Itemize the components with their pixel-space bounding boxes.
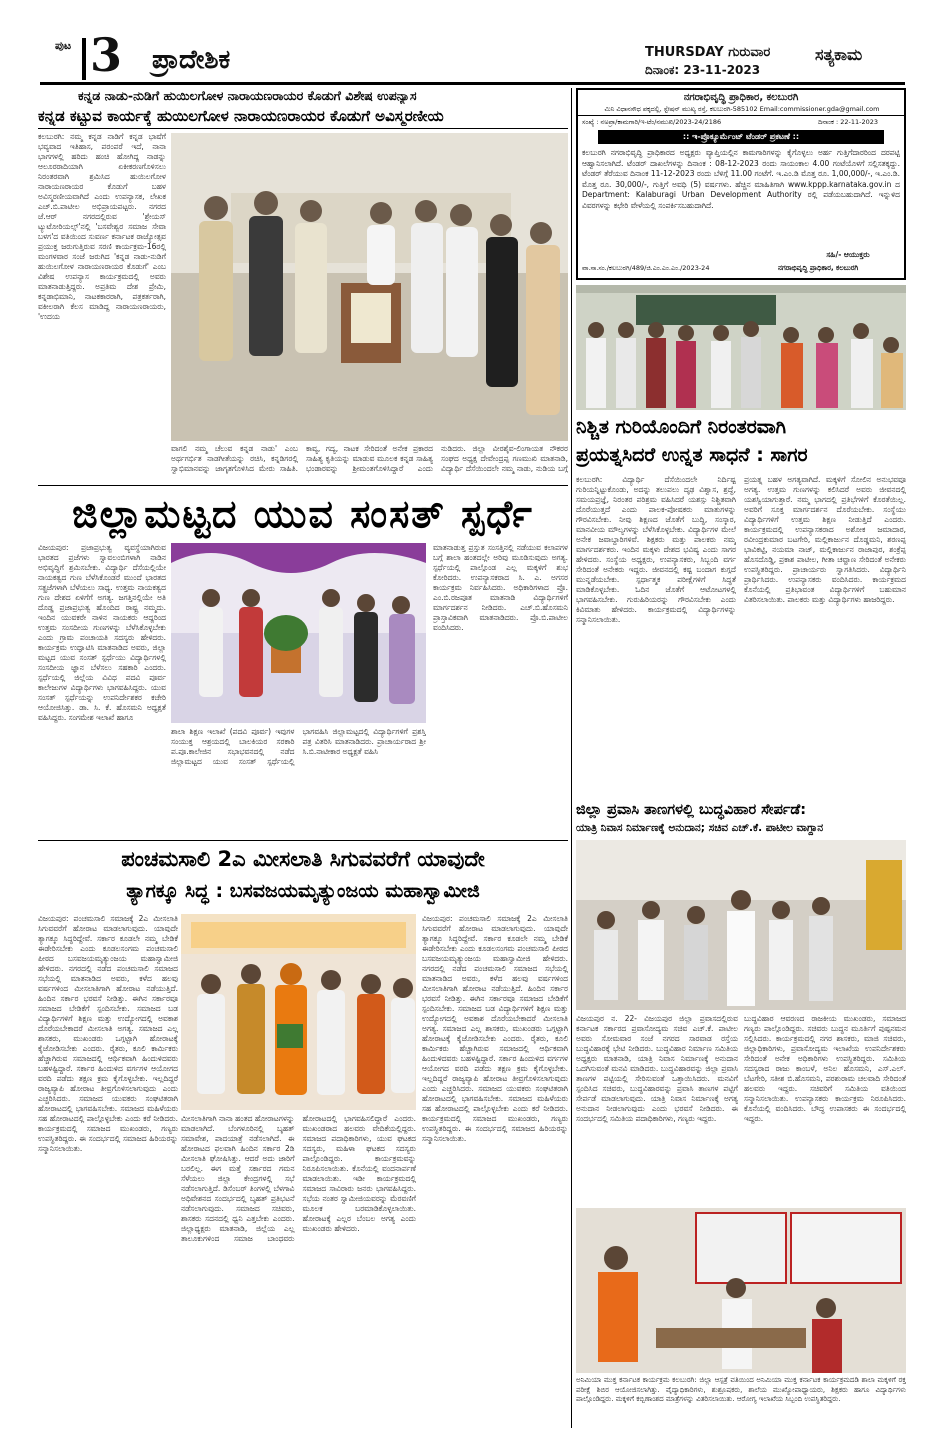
divider (38, 840, 568, 841)
story-body-right: ವಿಜಯಪುರ: ಪಂಚಮಸಾಲಿ ಸಮಾಜಕ್ಕೆ 2ಎ ಮೀಸಲಾತಿ ಸಿಗುವವರೆಗೆ ಹೋರಾಟ ಮಾಡಲಾಗುವುದು. ಯಾವುದೇ ತ್ಯಾಗಕ್ಕೂ ಸಿದ್ಧರಿದ್ದೇವೆ. ಸರ್ಕಾರ ಕೂಡಲೇ ನಮ್ಮ ಬೇಡಿಕೆ ಈಡೇರಿಸಬೇಕು ಎಂದು ಕೂಡಲಸಂಗಮ ಪಂಚಮಸಾಲಿ ಪೀಠದ ಬಸವಜಯಮೃತ್ಯುಂಜಯ ಮಹಾಸ್ವಾಮೀಜಿ ಹೇಳಿದರು. ನಗರದಲ್ಲಿ ನಡೆದ ಪಂಚಮಸಾಲಿ ಸಮಾಜದ ಸಭೆಯಲ್ಲಿ ಮಾತನಾಡಿದ ಅವರು, ಕಳೆದ ಹಲವು ವರ್ಷಗಳಿಂದ ಮೀಸಲಾತಿಗಾಗಿ ಹೋರಾಟ ನಡೆಯುತ್ತಿದೆ. ಹಿಂದಿನ ಸರ್ಕಾರ ಭರವಸೆ ನೀಡಿತ್ತು. ಈಗಿನ ಸರ್ಕಾರವೂ ಸಮಾಜದ ಬೇಡಿಕೆಗೆ ಸ್ಪಂದಿಸಬೇಕು. ಸಮಾಜದ ಬಡ ವಿದ್ಯಾರ್ಥಿಗಳಿಗೆ ಶಿಕ್ಷಣ ಮತ್ತು ಉದ್ಯೋಗದಲ್ಲಿ ಅವಕಾಶ ದೊರೆಯಬೇಕಾದರೆ ಮೀಸಲಾತಿ ಅಗತ್ಯ. ಸಮಾಜದ ಎಲ್ಲ ಶಾಸಕರು, ಮುಖಂಡರು ಒಗ್ಗಟ್ಟಾಗಿ ಹೋರಾಟಕ್ಕೆ ಕೈಜೋಡಿಸಬೇಕು ಎಂದರು. ರೈತರು, ಕೂಲಿ ಕಾರ್ಮಿಕರು ಹೆಚ್ಚಾಗಿರುವ ಸಮಾಜದಲ್ಲಿ ಆರ್ಥಿಕವಾಗಿ ಹಿಂದುಳಿದವರು ಬಹಳಷ್ಟಿದ್ದಾರೆ. ಸರ್ಕಾರ ಹಿಂದುಳಿದ ವರ್ಗಗಳ ಆಯೋಗದ ವರದಿ ಪಡೆದು ತಕ್ಷಣ ಕ್ರಮ ಕೈಗೊಳ್ಳಬೇಕು. ಇಲ್ಲದಿದ್ದರೆ ರಾಜ್ಯವ್ಯಾಪಿ ಹೋರಾಟ ತೀವ್ರಗೊಳಿಸಲಾಗುವುದು ಎಂದು ಎಚ್ಚರಿಸಿದರು. ಸಮಾಜದ ಯುವಕರು ಸಂಘಟಿತರಾಗಿ ಹೋರಾಟದಲ್ಲಿ ಭಾಗವಹಿಸಬೇಕು. ಸಮಾಜದ ಮಹಿಳೆಯರು ಸಹ ಹೋರಾಟದಲ್ಲಿ ಪಾಲ್ಗೊಳ್ಳಬೇಕು ಎಂದು ಕರೆ ನೀಡಿದರು. ಕಾರ್ಯಕ್ರಮದಲ್ಲಿ ಸಮಾಜದ ಮುಖಂಡರು, ಗಣ್ಯರು ಉಪಸ್ಥಿತರಿದ್ದರು. ಈ ಸಂದರ್ಭದಲ್ಲಿ ಸಮಾಜದ ಹಿರಿಯರನ್ನು ಸನ್ಮಾನಿಸಲಾಯಿತು. (422, 914, 568, 1143)
masthead (0, 0, 945, 85)
classroom-photo-image (576, 285, 906, 410)
swamiji-photo (181, 914, 416, 1110)
story-huyilgol (38, 88, 568, 478)
story-body-right: ಬುದ್ಧವಿಹಾರ ಆವರಣದ ರಾಜಕೀಯ ಮುಖಂಡರು, ಸಮಾಜದ ಗಣ್ಯರು ಪಾಲ್ಗೊಂಡಿದ್ದರು. ಸಚಿವರು ಬುದ್ಧನ ಮೂರ್ತಿಗೆ ಪುಷ್ಪನಮನ ಸಲ್ಲಿಸಿದರು. ಕಾರ್ಯಕ್ರಮದಲ್ಲಿ ನಗರ ಶಾಸಕರು, ಮಾಜಿ ಸಚಿವರು, ಜಿಲ್ಲಾಧಿಕಾರಿಗಳು, ಪ್ರವಾಸೋದ್ಯಮ ಇಲಾಖೆಯ ಉಪನಿರ್ದೇಶಕರು ಸೇರಿದಂತೆ ಅನೇಕ ಅಧಿಕಾರಿಗಳು ಉಪಸ್ಥಿತರಿದ್ದರು. ಸಮಿತಿಯ ಸದಸ್ಯರಾದ ರಾಜು ಕಾಂಬಳೆ, ಅನಿಲ ಹೊಸಮನಿ, ಎಸ್.ಎಲ್. ಬೆಟಗೇರಿ, ಸತೀಶ ಬಿ.ಹೊಸಮನಿ, ಪರಶುರಾಮ ಚಲವಾದಿ ಸೇರಿದಂತೆ ಹಲವರು ಇದ್ದರು. ಸಚಿವರಿಗೆ ಸಮಿತಿಯ ವತಿಯಿಂದ ಸನ್ಮಾನಿಸಲಾಯಿತು. ಉಪನ್ಯಾಸಕರು ಕಾರ್ಯಕ್ರಮ ನಿರೂಪಿಸಿದರು. ಕೊನೆಯಲ್ಲಿ ವಂದಿಸಿದರು. ಬೌದ್ಧ ಉಪಾಸಕರು ಈ ಸಂದರ್ಭದಲ್ಲಿ ಇದ್ದರು. (744, 1014, 906, 1123)
anemia-camp-photo (576, 1208, 906, 1373)
page-number: 3 (90, 28, 123, 82)
tender-address: ಮಿನಿ ವಿಧಾನಸೌಧ ಪಕ್ಕದಲ್ಲಿ, ಸ್ಟೇಷನ್ ಮುಖ್ಯ ರಸ್ತೆ, ಕಲಬುರಗಿ-585102 Email:commissioner.gda@gmail.com (604, 105, 880, 113)
divider (38, 485, 568, 486)
tender-body: ಕಲಬುರಗಿ ನಗರಾಭಿವೃದ್ಧಿ ಪ್ರಾಧಿಕಾರದ ಅಧ್ಯಕ್ಷರು ವ್ಯಾಪ್ತಿಯಲ್ಲಿನ ಕಾಮಗಾರಿಗಳನ್ನು ಕೈಗೊಳ್ಳಲು ಅರ್ಹ ಗುತ್ತಿಗೆದಾರರಿಂದ ದರಪಟ್ಟಿ ಆಹ್ವಾನಿಸಲಾಗಿದೆ. ಟೆಂಡರ್ ದಾಖಲೆಗಳನ್ನು ದಿನಾಂಕ : 08-12-2023 ರಂದು ಸಾಯಂಕಾಲ 4.00 ಗಂಟೆಯೊಳಗೆ ಸಲ್ಲಿಸತಕ್ಕದ್ದು. ಟೆಂಡರ್ ತೆರೆಯುವ ದಿನಾಂಕ 11-12-2023 ರಂದು ಬೆಳಿಗ್ಗೆ 11.00 ಗಂಟೆಗೆ. ಇ.ಎಂ.ಡಿ ಮೊತ್ತ ರೂ. 1,00,000/-, ಇ.ಎಂ.ಡಿ. ಮೊತ್ತ ರೂ. 30,000/-, ಗುತ್ತಿಗೆ ಅವಧಿ (5) ವರ್ಷಗಳು. ಹೆಚ್ಚಿನ ಮಾಹಿತಿಗಾಗಿ www.kppp.karnataka.gov.in ದ Department: Kalaburagi Urban Development Authority ರಲ್ಲಿ ಪಡೆಯಬಹುದಾಗಿದೆ. ಇನ್ನುಳಿದ ವಿವರಗಳನ್ನು ಕಛೇರಿ ವೇಳೆಯಲ್ಲಿ ಸಂಪರ್ಕಿಸಬಹುದಾಗಿದೆ. (582, 148, 900, 210)
date-label: ದಿನಾಂಕ: 23-11-2023 (645, 63, 761, 77)
story-body-right: ಮಾತನಾಡುತ್ತ ಪ್ರಸ್ತುತ ಸಂಸತ್ತಿನಲ್ಲಿ ನಡೆಯುವ ಕಲಾಪಗಳ ಬಗ್ಗೆ ಶಾಲಾ ಹಂತದಲ್ಲೇ ಅರಿವು ಮೂಡಿಸುವುದು ಅಗತ್ಯ. ಸ್ಪರ್ಧೆಯಲ್ಲಿ ಪಾಲ್ಗೊಂಡ ಎಲ್ಲ ಮಕ್ಕಳಿಗೆ ಶುಭ ಕೋರಿದರು. ಉಪನ್ಯಾಸಕರಾದ ಸಿ. ಎ. ಅಗಸರ ಕಾರ್ಯಕ್ರಮ ನಿರ್ವಹಿಸಿದರು. ಅಧಿಕಾರಿಗಳಾದ ಪ್ರೊ. ಎಂ.ಬಿ.ರಜಪೂತ ಮಾತನಾಡಿ ವಿದ್ಯಾರ್ಥಿಗಳಿಗೆ ಮಾರ್ಗದರ್ಶನ ನೀಡಿದರು. ಎಚ್.ಬಿ.ಹೊಸಮನಿ ಪ್ರಾಸ್ತಾವಿಕವಾಗಿ ಮಾತನಾಡಿದರು. ಪ್ರೊ.ಬಿ.ಪಾಟೀಲ ವಂದಿಸಿದರು. (433, 543, 568, 632)
story-body-continued: ವಾಗಲಿ ನಮ್ಮ ಚೆಲುವ ಕನ್ನಡ ನಾಡು' ಎಂಬ ಅರ್ಥಗರ್ಭಿತ ನಾಡಗೀತೆಯನ್ನು ರಚಿಸಿ, ಕನ್ನಡಿಗರಲ್ಲಿ ಸ್ವಾಭಿಮಾನವನ್ನು ಜಾಗೃತಗೊಳಿಸಿದ ಮೇರು ಸಾಹಿತಿ. ಕಾವ್ಯ, ಗದ್ಯ, ನಾಟಕ ಸೇರಿದಂತೆ ಅನೇಕ ಪ್ರಕಾರದ ಸಾಹಿತ್ಯ ಕೃತಿಯನ್ನು ಮಾಡುವ ಮೂಲಕ ಕನ್ನಡ ಸಾಹಿತ್ಯ ಭಂಡಾರವನ್ನು ಶ್ರೀಮಂತಗೊಳಿಸಿದ್ದಾರೆ ಎಂದು ನುಡಿದರು. ಜಿಲ್ಲಾ ವೀರಶೈವ-ಲಿಂಗಾಯತ ನೌಕರರ ಸಂಘದ ಅಧ್ಯಕ್ಷ ದೇವೇಂದ್ರಪ್ಪ ಗಣಮುಖಿ ಮಾತನಾಡಿ, ವಿದ್ಯಾರ್ಥಿ ದೆಸೆಯಿಂದಲೇ ನಮ್ಮ ನಾಡು, ನುಡಿಯ ಬಗ್ಗೆ (171, 444, 568, 473)
divider (38, 128, 568, 129)
tender-footer-right: ನಗರಾಭಿವೃದ್ಧಿ ಪ್ರಾಧಿಕಾರ, ಕಲಬುರಗಿ (778, 264, 859, 272)
tender-signature: ಸಹಿ/- ಆಯುಕ್ತರು (826, 250, 870, 259)
masthead-rule (40, 82, 905, 85)
page-side-label: ಪುಟ (55, 39, 72, 52)
story-body: ಕಲಬುರಗಿ: ವಿದ್ಯಾರ್ಥಿ ದೆಸೆಯಿಂದಲೇ ನಿರ್ದಿಷ್ಟ ಗುರಿಯನ್ನಿಟ್ಟುಕೊಂಡು, ಅದನ್ನು ತಲುಪಲು ದೃಢ ವಿಶ್ವಾಸ, ಶ್ರದ್ಧೆ, ಸಮಯಪ್ರಜ್ಞೆ, ನಿರಂತರ ಪರಿಶ್ರಮ ವಹಿಸಿದರೆ ಯಶಸ್ಸು ನಿಶ್ಚಿತವಾಗಿ ದೊರೆಯುತ್ತದೆ ಎಂದು ಪಾಲಕ-ಪೋಷಕರು ಮಾತುಗಳನ್ನು ಗೌರವಿಸಬೇಕು. ನೀವು ಶಿಕ್ಷಣದ ಜೊತೆಗೆ ಬುದ್ಧಿ, ಸಂಸ್ಕಾರ, ಮಾನವೀಯ ಮೌಲ್ಯಗಳನ್ನು ಬೆಳೆಸಿಕೊಳ್ಳಬೇಕು. ವಿದ್ಯಾರ್ಥಿಗಳ ಮೇಲೆ ಅನೇಕ ಜವಾಬ್ದಾರಿಗಳಿವೆ. ಶಿಕ್ಷಕರು ಮತ್ತು ಪಾಲಕರು ನಮ್ಮ ಮಾರ್ಗದರ್ಶಕರು. ಇಂದಿನ ಮಕ್ಕಳು ದೇಶದ ಭವಿಷ್ಯ ಎಂದು ಸಾಗರ ಹೇಳಿದರು. ಸಂಸ್ಥೆಯ ಅಧ್ಯಕ್ಷರು, ಉಪನ್ಯಾಸಕರು, ಸಿಬ್ಬಂದಿ ವರ್ಗ ಸೇರಿದಂತೆ ಅನೇಕರು ಇದ್ದರು. ಜೀವನದಲ್ಲಿ ಕಷ್ಟ ಬಂದಾಗ ಕುಗ್ಗದೆ ಮುನ್ನಡೆಯಬೇಕು. ಸ್ಪರ್ಧಾತ್ಮಕ ಪರೀಕ್ಷೆಗಳಿಗೆ ಸಿದ್ಧತೆ ಮಾಡಿಕೊಳ್ಳಬೇಕು. ಓದಿನ ಜೊತೆಗೆ ಆಟೋಟಗಳಲ್ಲಿ ಭಾಗವಹಿಸಬೇಕು. ಗುರುಹಿರಿಯರನ್ನು ಗೌರವಿಸಬೇಕು ಎಂದು ಕಿವಿಮಾತು ಹೇಳಿದರು. ಕಾರ್ಯಕ್ರಮದಲ್ಲಿ ವಿದ್ಯಾರ್ಥಿಗಳನ್ನು ಸನ್ಮಾನಿಸಲಾಯಿತು. (576, 475, 736, 624)
award-photo-image (171, 543, 426, 723)
anemia-camp-photo-image (576, 1208, 906, 1373)
story-headline: ಜಿಲ್ಲಾ ಪ್ರವಾಸಿ ತಾಣಗಳಲ್ಲಿ ಬುದ್ಧವಿಹಾರ ಸೇರ್ಪಡೆ: (576, 802, 807, 818)
anemia-camp-caption: ಅನಿಮಿಯಾ ಮುಕ್ತ ಕರ್ನಾಟಕ ಕಾರ್ಯಕ್ರಮ ಕಲಬುರಗಿ: ಜಿಲ್ಲಾ ಆಸ್ಪತ್ರೆ ವತಿಯಿಂದ ಅನಿಮಿಯಾ ಮುಕ್ತ ಕರ್ನಾಟಕ ಕಾರ್ಯಕ್ರಮದಡಿ ಶಾಲಾ ಮಕ್ಕಳಿಗೆ ರಕ್ತ ಪರೀಕ್ಷೆ ಶಿಬಿರ ಆಯೋಜಿಸಲಾಗಿತ್ತು. ವೈದ್ಯಾಧಿಕಾರಿಗಳು, ಶುಶ್ರೂಷಕರು, ಶಾಲೆಯ ಮುಖ್ಯೋಪಾಧ್ಯಾಯರು, ಶಿಕ್ಷಕರು ಹಾಗೂ ವಿದ್ಯಾರ್ಥಿಗಳು ಪಾಲ್ಗೊಂಡಿದ್ದರು. ಮಕ್ಕಳಿಗೆ ಕಬ್ಬಿಣಾಂಶದ ಮಾತ್ರೆಗಳನ್ನು ವಿತರಿಸಲಾಯಿತು. ಆರೋಗ್ಯ ಇಲಾಖೆಯ ಸಿಬ್ಬಂದಿ ಉಪಸ್ಥಿತರಿದ್ದರು. (576, 1376, 906, 1403)
tender-notice (576, 88, 906, 280)
story-headline: ಜಿಲ್ಲಾಮಟ್ಟದ ಯುವ ಸಂಸತ್ ಸ್ಪರ್ಧೆ (72, 492, 534, 536)
classroom-photo (576, 285, 906, 410)
minister-photo-image (576, 840, 906, 1010)
story-kicker: ಕನ್ನಡ ನಾಡು-ನುಡಿಗೆ ಹುಯಿಲಗೋಳ ನಾರಾಯಣರಾಯರ ಕೊಡುಗೆ ವಿಶೇಷ ಉಪನ್ಯಾಸ (78, 88, 417, 103)
divider (578, 115, 904, 116)
story-headline-line2: ಪ್ರಯತ್ನಸಿದರೆ ಉನ್ನತ ಸಾಧನೆ : ಸಾಗರ (576, 444, 808, 466)
story-headline-line1: ಪಂಚಮಸಾಲಿ 2ಎ ಮೀಸಲಾತಿ ಸಿಗುವವರೆಗೆ ಯಾವುದೇ (121, 847, 485, 871)
story-sagar (576, 413, 906, 798)
minister-photo (576, 840, 906, 1010)
masthead-divider (82, 38, 86, 80)
story-body-continued: ಶಾಲಾ ಶಿಕ್ಷಣ ಇಲಾಖೆ (ಪದವಿ ಪೂರ್ವ) ಇವುಗಳ ಸಂಯುಕ್ತ ಆಶ್ರಯದಲ್ಲಿ ಬಾಲಕಿಯರ ಸರಕಾರಿ ಪ.ಪೂ.ಕಾಲೇಜಿನ ಸಭಾಭವನದಲ್ಲಿ ನಡೆದ ಜಿಲ್ಲಾಮಟ್ಟದ ಯುವ ಸಂಸತ್ ಸ್ಪರ್ಧೆಯಲ್ಲಿ ಭಾಗವಹಿಸಿ ಜಿಲ್ಲಾಮಟ್ಟದಲ್ಲಿ ವಿದ್ಯಾರ್ಥಿಗಳಿಗೆ ಪ್ರಶಸ್ತಿ ಪತ್ರ ವಿತರಿಸಿ ಮಾತನಾಡಿದರು. ಪ್ರಾಚಾರ್ಯರಾದ ಶ್ರೀ ಸಿ.ಬಿ.ನಾಟೀಕಾರ ಅಧ್ಯಕ್ಷತೆ ವಹಿಸಿ (171, 727, 426, 766)
paper-name: ಸತ್ಯಕಾಮ (815, 45, 863, 64)
story-headline-line1: ನಿಶ್ಚಿತ ಗುರಿಯೊಂದಿಗೆ ನಿರಂತರವಾಗಿ (576, 416, 787, 438)
story-headline-line2: ತ್ಯಾಗಕ್ಕೂ ಸಿದ್ಧ : ಬಸವಜಯಮೃತ್ಯುಂಜಯ ಮಹಾಸ್ವಾಮೀಜಿ (126, 880, 480, 902)
story-panchamasali (38, 840, 568, 1430)
day-label: THURSDAY ಗುರುವಾರ (645, 45, 771, 60)
story-body: ವಿಜಯಪುರ: ಪ್ರಜಾಪ್ರಭುತ್ವ ವ್ಯವಸ್ಥೆಯಾಗಿರುವ ಭಾರತದ ಪ್ರಜೆಗಳು ಸ್ವಾವಲಂಬಿಗಳಾಗಿ ನಾಡಿನ ಅಭಿವೃದ್ಧಿಗೆ ಶ್ರಮಿಸಬೇಕು. ವಿದ್ಯಾರ್ಥಿ ದೆಸೆಯಲ್ಲಿಯೇ ನಾಯಕತ್ವದ ಗುಣ ಬೆಳೆಸಿಕೊಂಡರೆ ಮುಂದೆ ಭಾರತದ ಸತ್ಪ್ರಜೆಗಳಾಗಿ ಬೆಳೆಯಲು ಸಾಧ್ಯ. ಉತ್ತಮ ನಾಯಕತ್ವದ ಗುಣ ದೇಶದ ಏಳಿಗೆಗೆ ಅಗತ್ಯ. ಜಗತ್ತಿನಲ್ಲಿಯೇ ಅತಿ ದೊಡ್ಡ ಪ್ರಜಾಪ್ರಭುತ್ವ ಹೊಂದಿದ ರಾಷ್ಟ್ರ ನಮ್ಮದು. ಇಂದಿನ ಯುವಕರೇ ನಾಳಿನ ನಾಯಕರು ಆದ್ದರಿಂದ ಉತ್ತಮ ಸಂಸದೀಯ ಗುಣಗಳನ್ನು ಬೆಳೆಸಿಕೊಳ್ಳಬೇಕು ಎಂದು ಗ್ರಾಮ ಪಂಚಾಯತಿ ಸದಸ್ಯರು ಹೇಳಿದರು. ಕಾರ್ಯಕ್ರಮ ಉದ್ಘಾಟಿಸಿ ಮಾತನಾಡಿದ ಅವರು, ಜಿಲ್ಲಾ ಮಟ್ಟದ ಯುವ ಸಂಸತ್ ಸ್ಪರ್ಧೆಯು ವಿದ್ಯಾರ್ಥಿಗಳಲ್ಲಿ ಸಂಸದೀಯ ಜ್ಞಾನ ಬೆಳೆಸಲು ಸಹಕಾರಿ ಎಂದರು. ಸ್ಪರ್ಧೆಯಲ್ಲಿ ಜಿಲ್ಲೆಯ ವಿವಿಧ ಪದವಿ ಪೂರ್ವ ಕಾಲೇಜುಗಳ ವಿದ್ಯಾರ್ಥಿಗಳು ಭಾಗವಹಿಸಿದ್ದರು. ಯುವ ಸಂಸತ್ ಸ್ಪರ್ಧೆಯನ್ನು ಉಪನಿರ್ದೇಶಕರ ಕಚೇರಿ ಆಯೋಜಿಸಿತ್ತು. ಡಾ. ಸಿ. ಕೆ. ಹೊಸಮನಿ ಅಧ್ಯಕ್ಷತೆ ವಹಿಸಿದ್ದರು. ಸಂಗಮೇಶ ಇಲಾಖೆ ಹಾಗೂ (38, 543, 166, 722)
story-body-continued: ಮೀಸಲಾತಿಗಾಗಿ ನಾನಾ ಹಂತದ ಹೋರಾಟಗಳನ್ನು ಮಾಡಲಾಗಿದೆ. ಬೆಂಗಳೂರಿನಲ್ಲಿ ಬೃಹತ್ ಸಮಾವೇಶ, ಪಾದಯಾತ್ರೆ ನಡೆಸಲಾಗಿದೆ. ಈ ಹೋರಾಟದ ಫಲವಾಗಿ ಹಿಂದಿನ ಸರ್ಕಾರ 2ಡಿ ಮೀಸಲಾತಿ ಘೋಷಿಸಿತ್ತು. ಆದರೆ ಅದು ಜಾರಿಗೆ ಬರಲಿಲ್ಲ. ಈಗ ಮತ್ತೆ ಸರ್ಕಾರದ ಗಮನ ಸೆಳೆಯಲು ಜಿಲ್ಲಾ ಕೇಂದ್ರಗಳಲ್ಲಿ ಸಭೆ ನಡೆಸಲಾಗುತ್ತಿದೆ. ಡಿಸೆಂಬರ್ ತಿಂಗಳಲ್ಲಿ ಬೆಳಗಾವಿ ಅಧಿವೇಶನದ ಸಂದರ್ಭದಲ್ಲಿ ಬೃಹತ್ ಪ್ರತಿಭಟನೆ ನಡೆಸಲಾಗುವುದು. ಸಮಾಜದ ಸಚಿವರು, ಶಾಸಕರು ಸದನದಲ್ಲಿ ಧ್ವನಿ ಎತ್ತಬೇಕು ಎಂದರು. ಜಿಲ್ಲಾಧ್ಯಕ್ಷರು ಮಾತನಾಡಿ, ಜಿಲ್ಲೆಯ ಎಲ್ಲ ತಾಲೂಕುಗಳಿಂದ ಸಮಾಜ ಬಾಂಧವರು ಹೋರಾಟದಲ್ಲಿ ಭಾಗವಹಿಸಲಿದ್ದಾರೆ ಎಂದರು. ಮುಖಂಡರಾದ ಹಲವರು ವೇದಿಕೆಯಲ್ಲಿದ್ದರು. ಸಮಾಜದ ಪದಾಧಿಕಾರಿಗಳು, ಯುವ ಘಟಕದ ಸದಸ್ಯರು, ಮಹಿಳಾ ಘಟಕದ ಸದಸ್ಯರು ಪಾಲ್ಗೊಂಡಿದ್ದರು. ಕಾರ್ಯಕ್ರಮವನ್ನು ನಿರೂಪಿಸಲಾಯಿತು. ಕೊನೆಯಲ್ಲಿ ವಂದನಾರ್ಪಣೆ ಮಾಡಲಾಯಿತು. ಇಡೀ ಕಾರ್ಯಕ್ರಮದಲ್ಲಿ ಸಮಾಜದ ಸಾವಿರಾರು ಜನರು ಭಾಗವಹಿಸಿದ್ದರು. ಸಭೆಯ ನಂತರ ಸ್ವಾಮೀಜಿಯವರನ್ನು ಮೆರವಣಿಗೆ ಮೂಲಕ ಬರಮಾಡಿಕೊಳ್ಳಲಾಯಿತು. ಹೋರಾಟಕ್ಕೆ ಎಲ್ಲರ ಬೆಂಬಲ ಅಗತ್ಯ ಎಂದು ಮುಖಂಡರು ಹೇಳಿದರು. (181, 1114, 416, 1243)
tender-footer-left: ವಾ.ಸಾ.ಸಂ./ಕಲಬುರಗಿ/489/ಜಿ.ಎಂ.ಎಂ.ಎಂ./2023-24 (582, 264, 710, 272)
story-headline: ಕನ್ನಡ ಕಟ್ಟುವ ಕಾರ್ಯಕ್ಕೆ ಹುಯಿಲಗೋಳ ನಾರಾಯಣರಾಯರ ಕೊಡುಗೆ ಅವಿಸ್ಮರಣೀಯ (38, 107, 444, 125)
award-photo (171, 543, 426, 723)
story-body: ವಿಜಯಪುರ: ಪಂಚಮಸಾಲಿ ಸಮಾಜಕ್ಕೆ 2ಎ ಮೀಸಲಾತಿ ಸಿಗುವವರೆಗೆ ಹೋರಾಟ ಮಾಡಲಾಗುವುದು. ಯಾವುದೇ ತ್ಯಾಗಕ್ಕೂ ಸಿದ್ಧರಿದ್ದೇವೆ. ಸರ್ಕಾರ ಕೂಡಲೇ ನಮ್ಮ ಬೇಡಿಕೆ ಈಡೇರಿಸಬೇಕು ಎಂದು ಕೂಡಲಸಂಗಮ ಪಂಚಮಸಾಲಿ ಪೀಠದ ಬಸವಜಯಮೃತ್ಯುಂಜಯ ಮಹಾಸ್ವಾಮೀಜಿ ಹೇಳಿದರು. ನಗರದಲ್ಲಿ ನಡೆದ ಪಂಚಮಸಾಲಿ ಸಮಾಜದ ಸಭೆಯಲ್ಲಿ ಮಾತನಾಡಿದ ಅವರು, ಕಳೆದ ಹಲವು ವರ್ಷಗಳಿಂದ ಮೀಸಲಾತಿಗಾಗಿ ಹೋರಾಟ ನಡೆಯುತ್ತಿದೆ. ಹಿಂದಿನ ಸರ್ಕಾರ ಭರವಸೆ ನೀಡಿತ್ತು. ಈಗಿನ ಸರ್ಕಾರವೂ ಸಮಾಜದ ಬೇಡಿಕೆಗೆ ಸ್ಪಂದಿಸಬೇಕು. ಸಮಾಜದ ಬಡ ವಿದ್ಯಾರ್ಥಿಗಳಿಗೆ ಶಿಕ್ಷಣ ಮತ್ತು ಉದ್ಯೋಗದಲ್ಲಿ ಅವಕಾಶ ದೊರೆಯಬೇಕಾದರೆ ಮೀಸಲಾತಿ ಅಗತ್ಯ. ಸಮಾಜದ ಎಲ್ಲ ಶಾಸಕರು, ಮುಖಂಡರು ಒಗ್ಗಟ್ಟಾಗಿ ಹೋರಾಟಕ್ಕೆ ಕೈಜೋಡಿಸಬೇಕು ಎಂದರು. ರೈತರು, ಕೂಲಿ ಕಾರ್ಮಿಕರು ಹೆಚ್ಚಾಗಿರುವ ಸಮಾಜದಲ್ಲಿ ಆರ್ಥಿಕವಾಗಿ ಹಿಂದುಳಿದವರು ಬಹಳಷ್ಟಿದ್ದಾರೆ. ಸರ್ಕಾರ ಹಿಂದುಳಿದ ವರ್ಗಗಳ ಆಯೋಗದ ವರದಿ ಪಡೆದು ತಕ್ಷಣ ಕ್ರಮ ಕೈಗೊಳ್ಳಬೇಕು. ಇಲ್ಲದಿದ್ದರೆ ರಾಜ್ಯವ್ಯಾಪಿ ಹೋರಾಟ ತೀವ್ರಗೊಳಿಸಲಾಗುವುದು ಎಂದು ಎಚ್ಚರಿಸಿದರು. ಸಮಾಜದ ಯುವಕರು ಸಂಘಟಿತರಾಗಿ ಹೋರಾಟದಲ್ಲಿ ಭಾಗವಹಿಸಬೇಕು. ಸಮಾಜದ ಮಹಿಳೆಯರು ಸಹ ಹೋರಾಟದಲ್ಲಿ ಪಾಲ್ಗೊಳ್ಳಬೇಕು ಎಂದು ಕರೆ ನೀಡಿದರು. ಕಾರ್ಯಕ್ರಮದಲ್ಲಿ ಸಮಾಜದ ಮುಖಂಡರು, ಗಣ್ಯರು ಉಪಸ್ಥಿತರಿದ್ದರು. ಈ ಸಂದರ್ಭದಲ್ಲಿ ಸಮಾಜದ ಹಿರಿಯರನ್ನು ಸನ್ಮಾನಿಸಲಾಯಿತು. (38, 914, 178, 1153)
tender-title: :: ಇ-ಪ್ರೊಕ್ಯೂರ್ಮೆಂಟ್ ಟೆಂಡರ್ ಪ್ರಕಟಣೆ :: (598, 130, 884, 144)
tender-org-title: ನಗರಾಭಿವೃದ್ಧಿ ಪ್ರಾಧಿಕಾರ, ಕಲಬುರಗಿ (683, 92, 799, 103)
story-subhead: ಯಾತ್ರಿ ನಿವಾಸ ನಿರ್ಮಾಣಕ್ಕೆ ಅನುದಾನ; ಸಚಿವ ಎಚ್.ಕೆ. ಪಾಟೀಲ ವಾಗ್ದಾನ (576, 822, 824, 834)
section-title: ಪ್ರಾದೇಶಿಕ (152, 45, 231, 75)
column-rule (571, 88, 572, 1428)
tender-ref-no: ಸಂಖ್ಯೆ : ನಅಪ್ರಾ/ಕಾಮಗಾರಿ/ಇ-ಟೆಂ/ನಮುಖಿ/2023-24/2186 (582, 118, 722, 126)
group-photo-image (171, 133, 568, 441)
story-body: ಕಲಬುರಗಿ: ನಮ್ಮ ಕನ್ನಡ ನಾಡಿಗೆ ಕನ್ನಡ ಭಾಷೆಗೆ ಭವ್ಯವಾದ ಇತಿಹಾಸ, ಪರಂಪರೆ ಇದೆ, ನಾನಾ ಭಾಗಗಳಲ್ಲಿ ಹರಿದು ಹಂಚಿ ಹೋಗಿದ್ದ ನಾಡನ್ನು ಆಲೂರರಾದಿಯಾಗಿ ಏಕೀಕರಣಗೊಳಿಸಲು ನಿರಂತರವಾಗಿ ಶ್ರಮಿಸಿದ ಹುಯಿಲಗೋಳ ನಾರಾಯಣರಾಯರ ಕೊಡುಗೆ ಬಹಳ ಅವಿಸ್ಮರಣೀಯವಾಗಿದೆ ಎಂದು ಉಪನ್ಯಾಸಕ, ಲೇಖಕ ಎಚ್.ಬಿ.ಪಾಟೀಲ ಅಭಿಪ್ರಾಯಪಟ್ಟರು. ನಗರದ ಜೆ.ಆರ್ ನಗರದಲ್ಲಿರುವ 'ಶ್ರೇಯಸ್ ಟ್ಯುಟೋರಿಯಲ್ಸ್'ನಲ್ಲಿ 'ಬಸವೇಶ್ವರ ಸಮಾಜ ಸೇವಾ ಬಳಗ'ದ ವತಿಯಿಂದ ಸುವರ್ಣ ಕರ್ನಾಟಕ ರಾಜ್ಯೋತ್ಸವ ಪ್ರಯುಕ್ತ ಜರುಗುತ್ತಿರುವ ಸರಣಿ ಕಾರ್ಯಕ್ರಮ-16ರಲ್ಲಿ ಮಂಗಳವಾರ ಸಂಜೆ ಜರುಗಿದ 'ಕನ್ನಡ ನಾಡು-ನುಡಿಗೆ ಹುಯಿಲಗೋಳ ನಾರಾಯಣರಾಯರ ಕೊಡುಗೆ' ಎಂಬ ವಿಶೇಷ ಉಪನ್ಯಾಸ ಕಾರ್ಯಕ್ರಮದಲ್ಲಿ ಅವರು ಮಾತನಾಡುತ್ತಿದ್ದರು. ಅಪ್ರತಿಮ ದೇಶ ಪ್ರೇಮಿ, ಕನ್ನಡಾಭಿಮಾನಿ, ನಾಟಕಕಾರರಾಗಿ, ಪತ್ರಕರ್ತರಾಗಿ, ವಕೀಲರಾಗಿ ಕೆಲಸ ಮಾಡಿದ್ದ ನಾರಾಯಣರಾಯರು, 'ಉದಯ (38, 132, 166, 321)
story-youth-parliament (38, 485, 568, 835)
group-photo (171, 133, 568, 441)
swamiji-photo-image (181, 914, 416, 1110)
story-body: ವಿಜಯಪುರ ನ. 22- ವಿಜಯಪುರ ಜಿಲ್ಲಾ ಪ್ರವಾಸದಲ್ಲಿರುವ ಕರ್ನಾಟಕ ಸರ್ಕಾರದ ಪ್ರವಾಸೋದ್ಯಮ ಸಚಿವ ಎಚ್.ಕೆ. ಪಾಟೀಲ ಅವರು ಸೋಮವಾರ ಸಂಜೆ ನಗರದ ಸಾರವಾಡ ರಸ್ತೆಯ ಬುದ್ಧವಿಹಾರಕ್ಕೆ ಭೇಟಿ ನೀಡಿದರು. ಬುದ್ಧವಿಹಾರ ನಿರ್ಮಾಣ ಸಮಿತಿಯ ಅಧ್ಯಕ್ಷರು ಮಾತನಾಡಿ, ಯಾತ್ರಿ ನಿವಾಸ ನಿರ್ಮಾಣಕ್ಕೆ ಅನುದಾನ ಒದಗಿಸುವಂತೆ ಮನವಿ ಮಾಡಿದರು. ಬುದ್ಧವಿಹಾರವನ್ನು ಜಿಲ್ಲಾ ಪ್ರವಾಸಿ ತಾಣಗಳ ಪಟ್ಟಿಯಲ್ಲಿ ಸೇರಿಸುವಂತೆ ಒತ್ತಾಯಿಸಿದರು. ಮನವಿಗೆ ಸ್ಪಂದಿಸಿದ ಸಚಿವರು, ಬುದ್ಧವಿಹಾರವನ್ನು ಪ್ರವಾಸಿ ತಾಣಗಳ ಪಟ್ಟಿಗೆ ಸೇರ್ಪಡೆ ಮಾಡಲಾಗುವುದು. ಯಾತ್ರಿ ನಿವಾಸ ನಿರ್ಮಾಣಕ್ಕೆ ಅಗತ್ಯ ಅನುದಾನ ನೀಡಲಾಗುವುದು ಎಂದು ಭರವಸೆ ನೀಡಿದರು. ಈ ಸಂದರ್ಭದಲ್ಲಿ ಸಮಿತಿಯ ಪದಾಧಿಕಾರಿಗಳು, ಗಣ್ಯರು ಇದ್ದರು. (576, 1014, 738, 1123)
tender-ref-date: ದಿನಾಂಕ : 22-11-2023 (818, 118, 879, 126)
story-body-right: ಪ್ರಯತ್ನ ಬಹಳ ಅಗತ್ಯವಾಗಿದೆ. ಮಕ್ಕಳಿಗೆ ಸೋಲಿನ ಅನುಭವವೂ ಅಗತ್ಯ. ಉತ್ತಮ ಗುಣಗಳನ್ನು ಕಲಿಸಿದರೆ ಅವರು ಜೀವನದಲ್ಲಿ ಯಶಸ್ವಿಯಾಗುತ್ತಾರೆ. ನಮ್ಮ ಭಾಗದಲ್ಲಿ ಪ್ರತಿಭೆಗಳಿಗೆ ಕೊರತೆಯಿಲ್ಲ. ಅವರಿಗೆ ಸೂಕ್ತ ಮಾರ್ಗದರ್ಶನ ದೊರೆಯಬೇಕು. ಸಂಸ್ಥೆಯು ವಿದ್ಯಾರ್ಥಿಗಳಿಗೆ ಉತ್ತಮ ಶಿಕ್ಷಣ ನೀಡುತ್ತಿದೆ ಎಂದರು. ಕಾರ್ಯಕ್ರಮದಲ್ಲಿ ಉಪನ್ಯಾಸಕರಾದ ಅಶೋಕ ಜಮಾದಾರ, ರವೀಂದ್ರಕುಮಾರ ಬಟಗೇರಿ, ಮಲ್ಲಿಕಾರ್ಜುನ ದೊಡ್ಡಮನಿ, ಶರಣಪ್ಪ ಭಾವಿಕಟ್ಟಿ, ನಯಮಾ ನಾಜ್, ಮಲ್ಲಿಕಾರ್ಜುನ ರಾಜಾಪುರ, ಶಂಕ್ರೆಪ್ಪ ಹೊಸದೊಡ್ಡಿ, ಪ್ರಕಾಶ ಪಾಟೀಲ, ಗೀತಾ ಚವ್ಹಾಣ ಸೇರಿದಂತೆ ಅನೇಕರು ಉಪಸ್ಥಿತರಿದ್ದರು. ಪ್ರಾಚಾರ್ಯರು ಸ್ವಾಗತಿಸಿದರು. ವಿದ್ಯಾರ್ಥಿನಿ ಪ್ರಾರ್ಥಿಸಿದರು. ಉಪನ್ಯಾಸಕರು ವಂದಿಸಿದರು. ಕಾರ್ಯಕ್ರಮದ ಕೊನೆಯಲ್ಲಿ ಪ್ರತಿಭಾವಂತ ವಿದ್ಯಾರ್ಥಿಗಳಿಗೆ ಬಹುಮಾನ ವಿತರಿಸಲಾಯಿತು. ಪಾಲಕರು ಮತ್ತು ವಿದ್ಯಾರ್ಥಿಗಳು ಹಾಜರಿದ್ದರು. (744, 475, 906, 604)
story-buddhavihar (576, 800, 906, 1205)
